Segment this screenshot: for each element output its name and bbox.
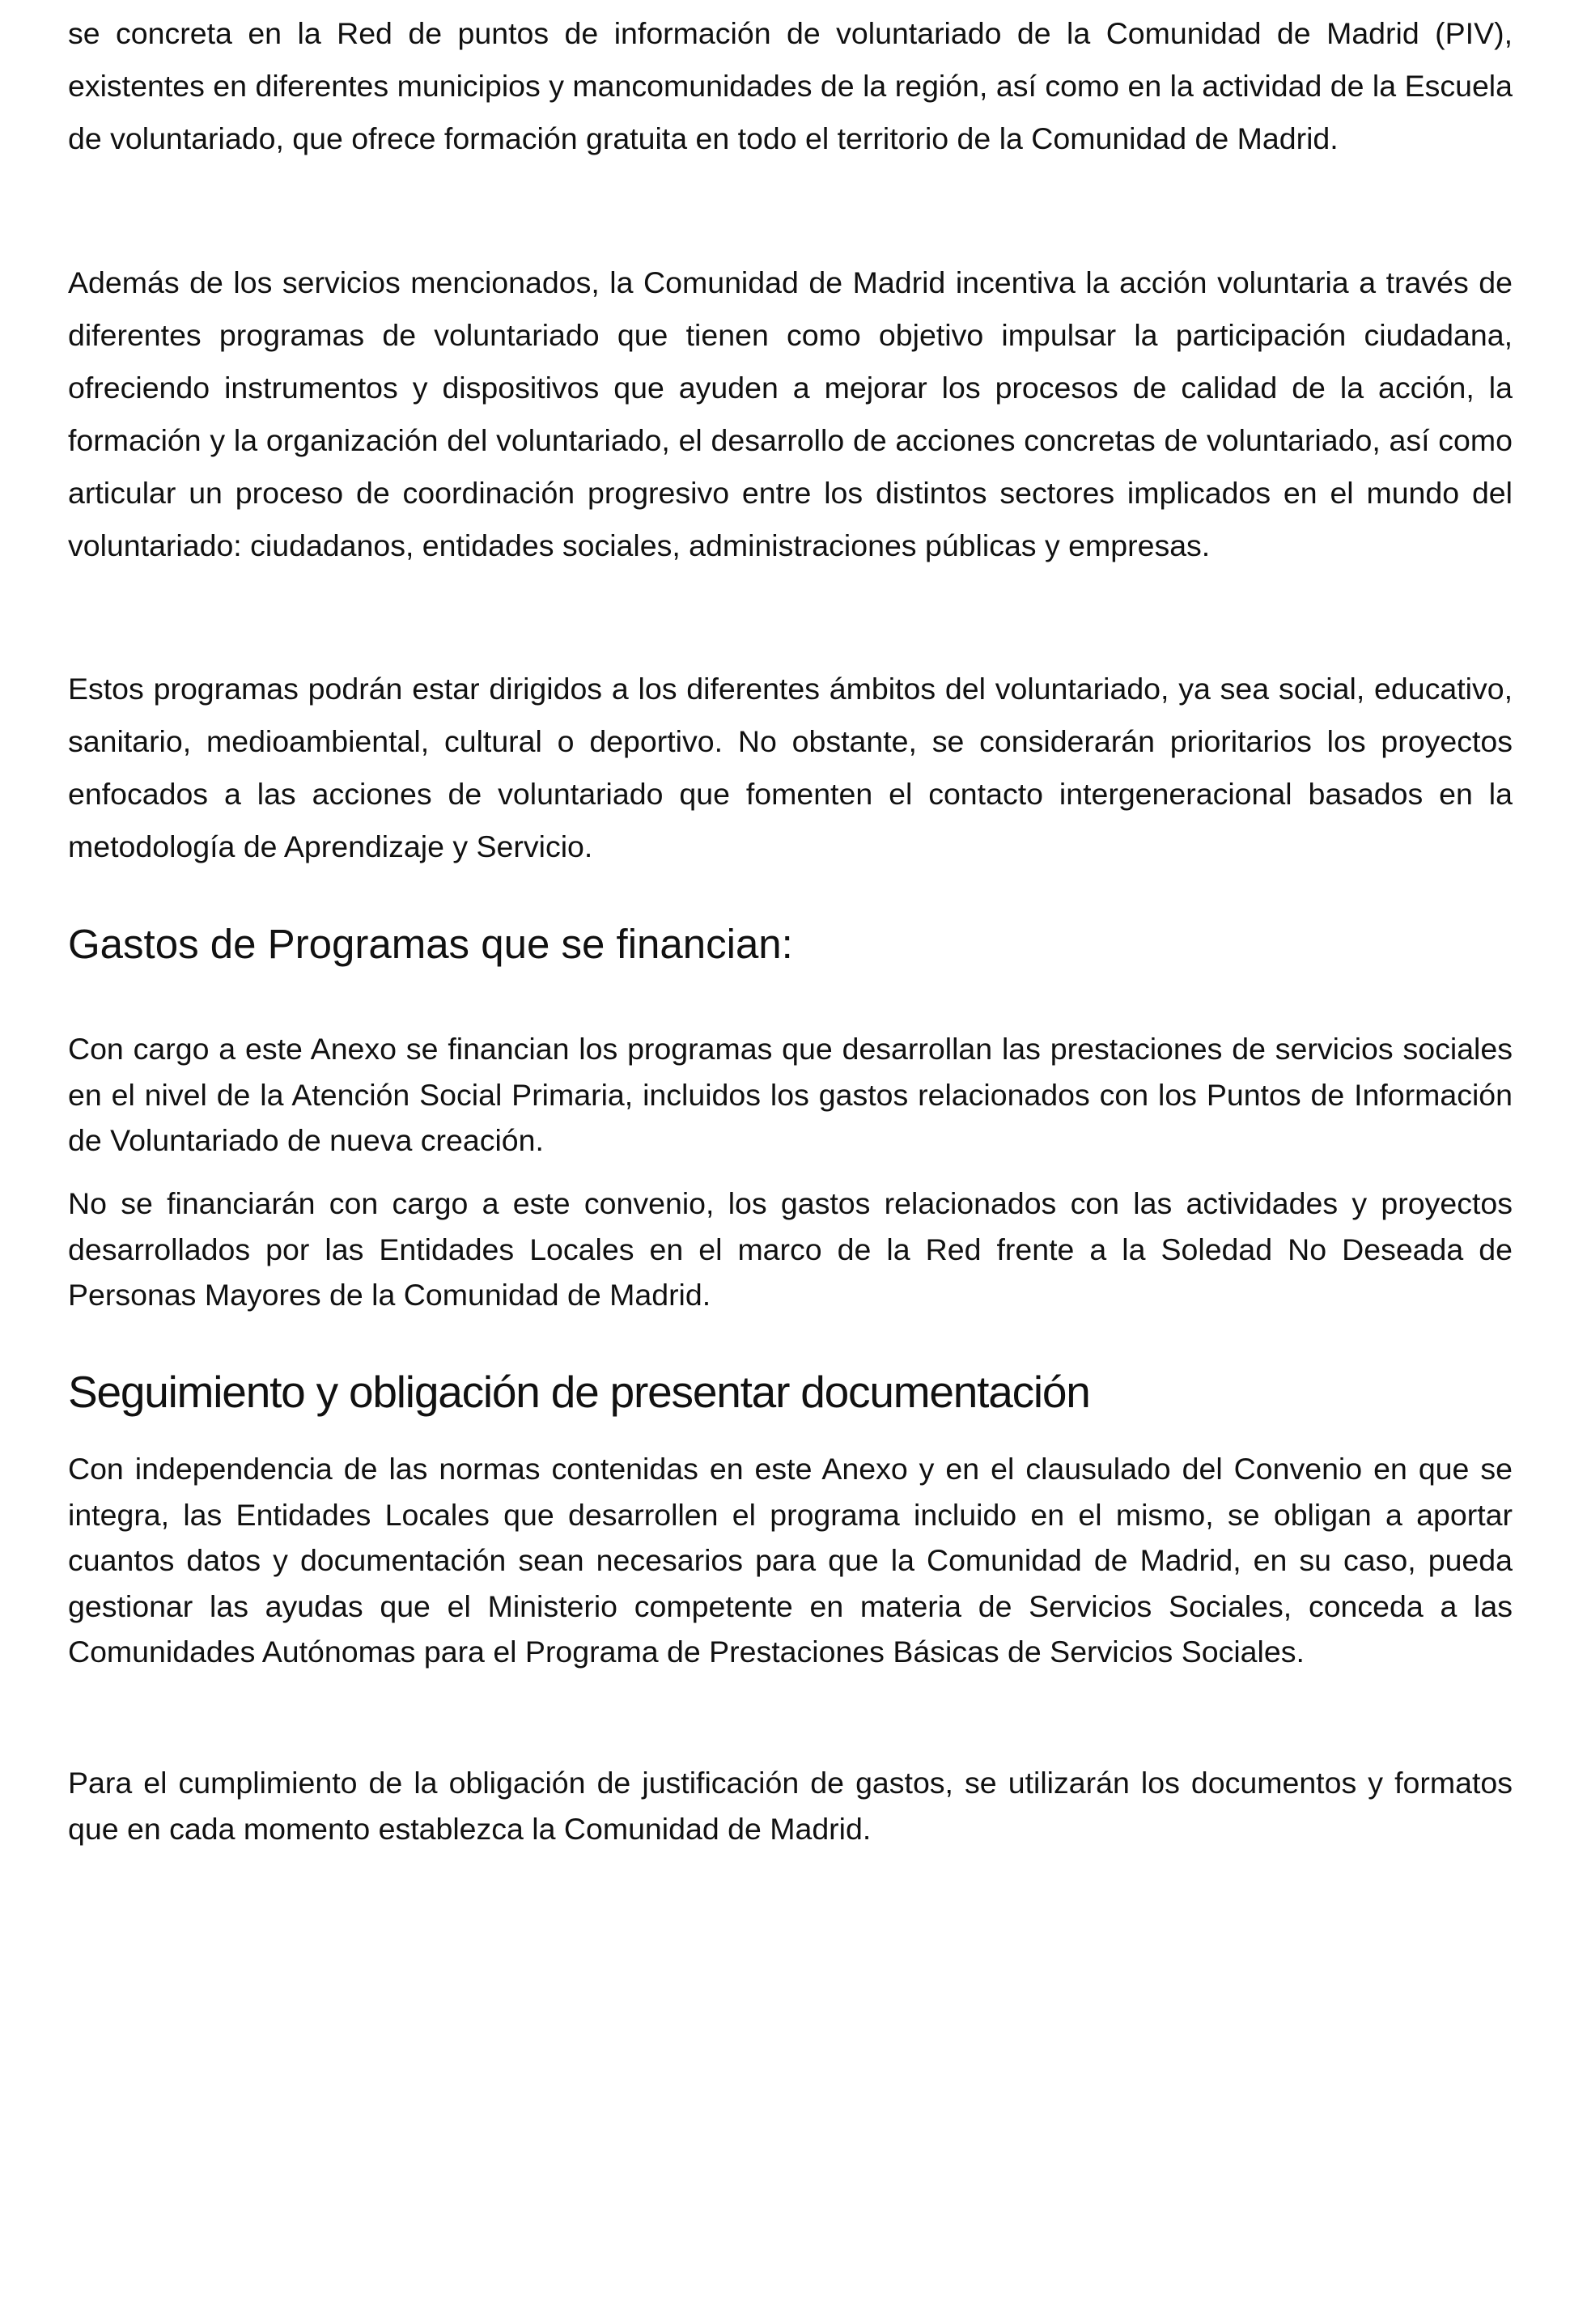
heading-expenses: Gastos de Programas que se financian: [68, 921, 793, 967]
paragraph-expenses-financed: Con cargo a este Anexo se financian los programas que desarrollan las prestaciones de servicios sociales en el nivel de la Atención Social Primaria, incluidos los gastos relacionados con los Puntos de Información de Voluntariado de nueva creación. [68, 1032, 1513, 1157]
heading-followup: Seguimiento y obligación de presentar documentación [68, 1367, 1090, 1417]
paragraph-expenses-excluded: No se financiarán con cargo a este convenio, los gastos relacionados con las actividades y proyectos desarrollados por las Entidades Locales en el marco de la Red frente a la Soledad No Deseada de Personas Mayores de la Comunidad de Madrid. [68, 1186, 1513, 1312]
paragraph-intro-continued: se concreta en la Red de puntos de información de voluntariado de la Comunidad de Madrid (PIV), existentes en diferentes municipios y mancomunidades de la región, así como en la actividad de la Escuela de voluntariado, que ofrece formación gratuita en todo el territorio de la Comunidad de Madrid. [68, 16, 1513, 155]
paragraph-followup-justification: Para el cumplimiento de la obligación de justificación de gastos, se utilizarán los documentos y formatos que en cada momento establezca la Comunidad de Madrid. [68, 1766, 1513, 1846]
paragraph-followup-obligations: Con independencia de las normas contenidas en este Anexo y en el clausulado del Convenio en que se integra, las Entidades Locales que desarrollen el programa incluido en el mismo, se obligan a aportar cuantos datos y documentación sean necesarios para que la Comunidad de Madrid, en su caso, pueda gestionar las ayudas que el Ministerio competente en materia de Servicios Sociales, conceda a las Comunidades Autónomas para el Programa de Prestaciones Básicas de Servicios Sociales. [68, 1452, 1513, 1669]
paragraph-scopes: Estos programas podrán estar dirigidos a los diferentes ámbitos del voluntariado, ya sea social, educativo, sanitario, medioambiental, cultural o deportivo. No obstante, se considerarán prioritarios los proyectos enfocados a las acciones de voluntariado que fomenten el contacto intergeneracional basados en la metodología de Aprendizaje y Servicio. [68, 672, 1513, 863]
paragraph-programs: Además de los servicios mencionados, la Comunidad de Madrid incentiva la acción voluntaria a través de diferentes programas de voluntariado que tienen como objetivo impulsar la participación ciudadana, ofreciendo instrumentos y dispositivos que ayuden a mejorar los procesos de calidad de la acción, la formación y la organización del voluntariado, el desarrollo de acciones concretas de voluntariado, así como articular un proceso de coordinación progresivo entre los distintos sectores implicados en el mundo del voluntariado: ciudadanos, entidades sociales, administraciones públicas y empresas. [68, 265, 1513, 562]
